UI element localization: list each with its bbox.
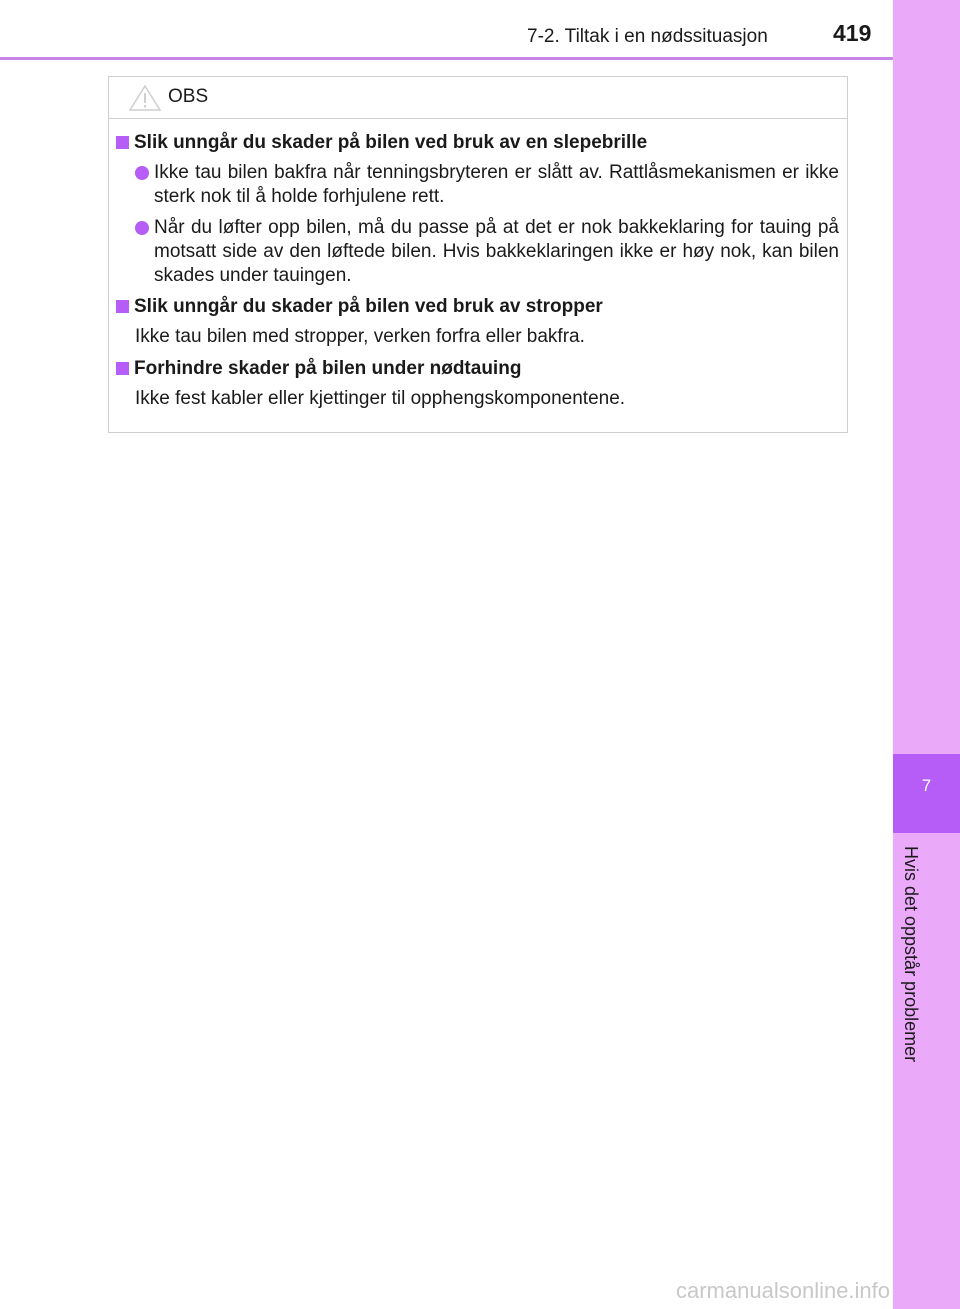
- list-item-text: Ikke tau bilen bakfra når tenningsbryteren er slått av. Rattlåsmekanismen er ikke sterk nok til å holde forhjulene rett.: [154, 162, 839, 207]
- subsection-stropper: [116, 295, 839, 349]
- warning-triangle-icon: [128, 84, 162, 112]
- subheading: [116, 295, 839, 319]
- caution-box: [108, 76, 848, 433]
- subheading-text: Forhindre skader på bilen under nødtauing: [134, 358, 522, 379]
- dot-bullet-icon: [135, 221, 149, 235]
- list-item: [135, 216, 839, 288]
- caution-body: [109, 119, 847, 411]
- page-number: 419: [833, 20, 872, 46]
- dot-bullet-icon: [135, 166, 149, 180]
- subheading-text: Slik unngår du skader på bilen ved bruk av stropper: [134, 296, 603, 317]
- header-rule: [0, 57, 893, 60]
- caution-label: OBS: [168, 86, 209, 107]
- chapter-title: Hvis det oppstår problemer: [901, 846, 921, 1063]
- list-item-text: Når du løfter opp bilen, må du passe på at det er nok bakkeklaring for tauing på motsatt side av den løftede bilen. Hvis bakkeklaringen ikke er høy nok, kan bilen skades under tauingen.: [154, 217, 839, 286]
- paragraph: Ikke fest kabler eller kjettinger til opphengskomponentene.: [135, 388, 626, 409]
- section-title: 7-2. Tiltak i en nødssituasjon: [527, 26, 768, 47]
- footer-watermark: carmanualsonline.info: [676, 1278, 891, 1303]
- chapter-number: 7: [921, 776, 932, 795]
- subheading: [116, 357, 839, 381]
- chapter-tab[interactable]: [893, 754, 960, 833]
- square-bullet-icon: [116, 362, 129, 375]
- square-bullet-icon: [116, 300, 129, 313]
- list-item: [135, 161, 839, 209]
- subheading-text: Slik unngår du skader på bilen ved bruk av en slepebrille: [134, 132, 648, 153]
- subheading: [116, 131, 839, 155]
- square-bullet-icon: [116, 136, 129, 149]
- subsection-nodtauing: [116, 357, 839, 411]
- subsection-slepebrille: [116, 131, 839, 288]
- caution-header: [109, 77, 847, 119]
- paragraph: Ikke tau bilen med stropper, verken forfra eller bakfra.: [135, 326, 585, 347]
- side-tab: [893, 0, 960, 1309]
